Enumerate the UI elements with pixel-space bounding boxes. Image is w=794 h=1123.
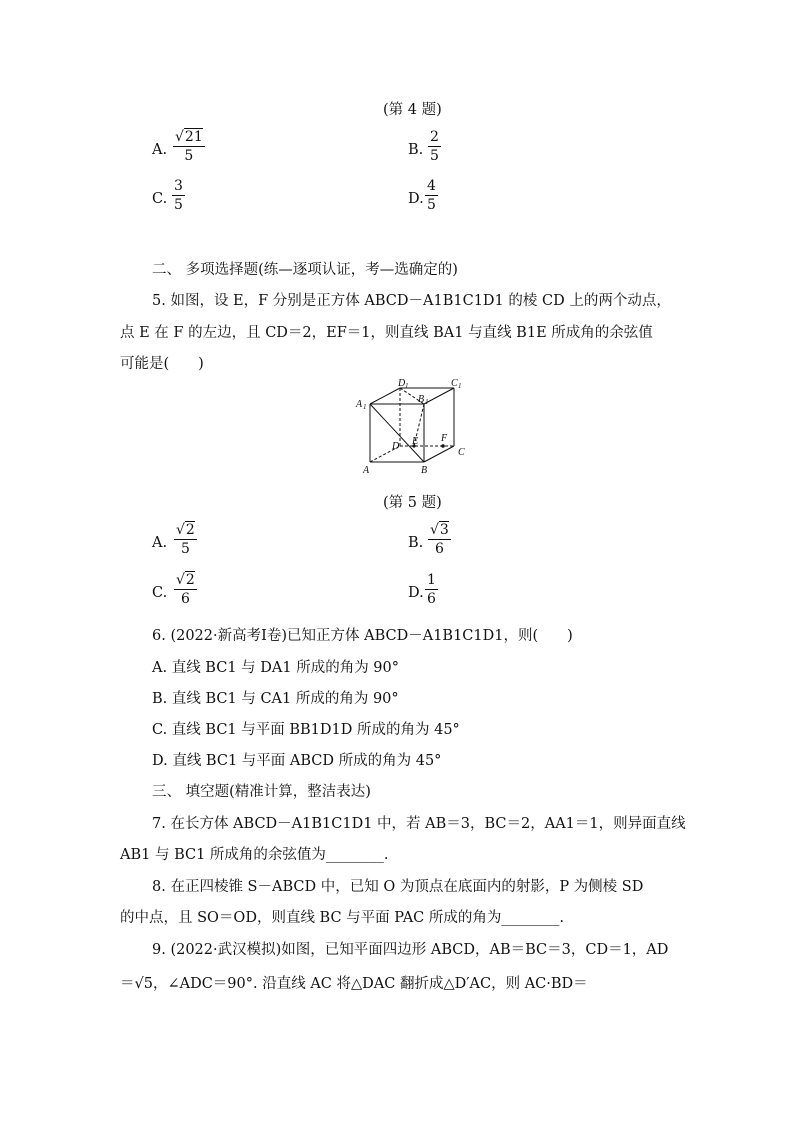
q5-label-b1: B bbox=[418, 394, 425, 405]
q5-option-b-label: B. bbox=[408, 535, 424, 551]
q4-option-b-fraction bbox=[428, 128, 441, 165]
q5-option-b-radicand: 3 bbox=[439, 522, 449, 538]
q4-option-a-radicand: 21 bbox=[184, 129, 203, 145]
q5-option-b-fraction: √3 6 bbox=[430, 522, 449, 557]
q6-stem: 6. (2022·新高考Ⅰ卷)已知正方体 ABCD－A1B1C1D1，则( ) bbox=[152, 628, 573, 644]
q5-stem-line-2: 点 E 在 F 的左边，且 CD＝2，EF＝1，则直线 BA1 与直线 B1E 所成角的余弦值 bbox=[120, 325, 653, 341]
svg-text:1: 1 bbox=[458, 382, 462, 390]
q5-option-d-label: D. bbox=[408, 585, 424, 601]
q5-label-f: F bbox=[441, 433, 448, 444]
q5-option-d-denominator: 6 bbox=[427, 591, 436, 607]
q4-option-a-fraction: √21 5 bbox=[175, 129, 203, 164]
q5-option-c-radicand: 2 bbox=[185, 572, 195, 588]
q4-option-b-label: B. bbox=[408, 142, 424, 158]
q4-option-a-label: A. bbox=[152, 142, 168, 158]
q5-option-a-denominator: 5 bbox=[180, 541, 190, 557]
q9-line-1: 9. (2022·武汉模拟)如图，已知平面四边形 ABCD，AB＝BC＝3，CD＝1，AD bbox=[152, 942, 669, 958]
q4-option-d-numerator: 4 bbox=[427, 178, 436, 194]
q6-option-c[interactable]: C. 直线 BC1 与平面 BB1D1D 所成的角为 45° bbox=[152, 722, 460, 738]
q5-option-c-denominator: 6 bbox=[180, 591, 190, 607]
section-2-heading: 二、 多项选择题(练—逐项认证，考—选确定的) bbox=[152, 262, 458, 278]
svg-text:1: 1 bbox=[425, 398, 429, 406]
section-3-heading: 三、 填空题(精准计算，整洁表达) bbox=[152, 784, 371, 800]
q5-option-a-fraction: √2 5 bbox=[176, 522, 195, 557]
q5-option-c-label: C. bbox=[152, 585, 168, 601]
q4-option-d-denominator: 5 bbox=[427, 197, 436, 213]
svg-text:1: 1 bbox=[363, 403, 367, 411]
q7-line-1: 7. 在长方体 ABCD－A1B1C1D1 中，若 AB＝3，BC＝2，AA1＝1，则异面直线 bbox=[152, 816, 686, 832]
q5-label-a1: A bbox=[356, 399, 363, 410]
q5-option-d-fraction bbox=[425, 571, 438, 608]
q4-option-c-fraction bbox=[172, 177, 185, 214]
q5-option-b-denominator: 6 bbox=[434, 541, 444, 557]
q4-option-b-denominator: 5 bbox=[430, 148, 439, 164]
q5-label-d1: D bbox=[398, 378, 406, 389]
q5-option-a-radicand: 2 bbox=[185, 522, 195, 538]
svg-text:1: 1 bbox=[405, 382, 409, 390]
q4-option-d-fraction bbox=[425, 177, 438, 214]
q5-option-a-label: A. bbox=[152, 535, 168, 551]
q4-option-c-label: C. bbox=[152, 191, 168, 207]
q5-option-c-fraction: √2 6 bbox=[176, 572, 195, 607]
q5-stem-line-3: 可能是( ) bbox=[120, 356, 204, 372]
q6-option-d[interactable]: D. 直线 BC1 与平面 ABCD 所成的角为 45° bbox=[152, 753, 442, 769]
q6-option-a[interactable]: A. 直线 BC1 与 DA1 所成的角为 90° bbox=[152, 660, 400, 676]
q6-option-b[interactable]: B. 直线 BC1 与 CA1 所成的角为 90° bbox=[152, 691, 399, 707]
q5-label-a: A bbox=[363, 465, 370, 476]
q4-option-a-denominator: 5 bbox=[184, 148, 194, 164]
q5-label-c: C bbox=[458, 447, 465, 458]
q5-label-b: B bbox=[421, 465, 428, 476]
q5-cube-figure bbox=[352, 378, 474, 478]
q8-line-1: 8. 在正四棱锥 S－ABCD 中，已知 O 为顶点在底面内的射影，P 为侧棱 SD bbox=[152, 879, 644, 895]
q4-option-b-numerator: 2 bbox=[430, 129, 439, 145]
q9-line-2: ＝√5，∠ADC＝90°. 沿直线 AC 将△DAC 翻折成△D′AC，则 AC·BD＝ bbox=[120, 976, 588, 992]
q4-option-d-label: D. bbox=[408, 191, 424, 207]
q5-label-e: E bbox=[412, 436, 419, 447]
q5-option-d-numerator: 1 bbox=[427, 572, 436, 588]
q4-caption: (第 4 题) bbox=[383, 102, 442, 118]
q4-option-c-numerator: 3 bbox=[174, 178, 183, 194]
q7-line-2: AB1 与 BC1 所成角的余弦值为________. bbox=[120, 847, 389, 863]
q5-label-c1: C bbox=[451, 378, 458, 389]
q5-label-d: D bbox=[392, 441, 400, 452]
q4-option-c-denominator: 5 bbox=[174, 197, 183, 213]
q8-line-2: 的中点，且 SO＝OD，则直线 BC 与平面 PAC 所成的角为________. bbox=[120, 910, 564, 926]
q5-caption: (第 5 题) bbox=[383, 495, 442, 511]
q5-stem-line-1: 5. 如图，设 E，F 分别是正方体 ABCD－A1B1C1D1 的棱 CD 上的两个动点， bbox=[152, 293, 671, 309]
